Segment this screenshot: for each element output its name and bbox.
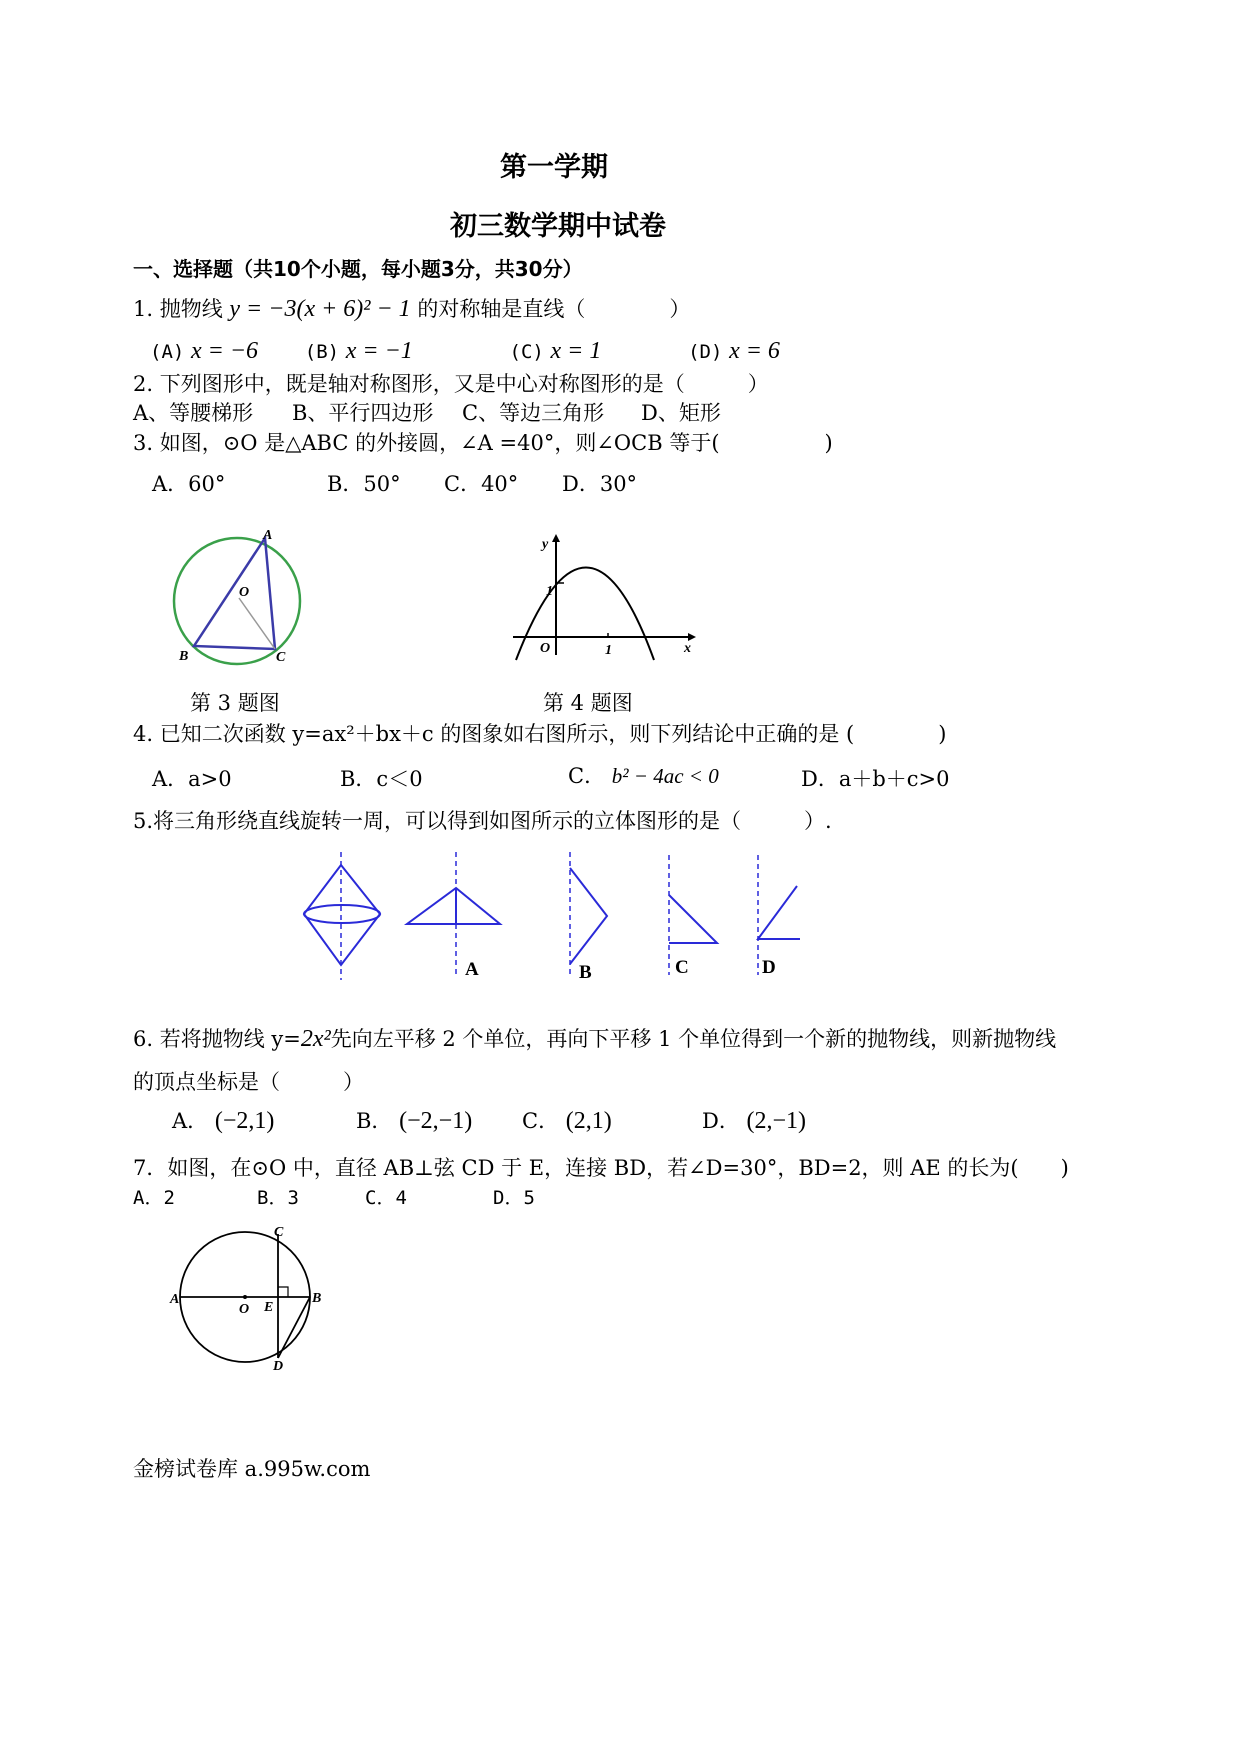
radius-oc <box>239 598 275 649</box>
option-b-shape <box>570 868 607 964</box>
q1-prefix: 1. 抛物线 <box>133 297 223 321</box>
label-option-c: C <box>675 957 689 978</box>
q3-option-a: A．60° <box>152 472 226 496</box>
q6-text-b: 先向左平移 2 个单位，再向下平移 1 个单位得到一个新的抛物线，则新抛物线 <box>330 1027 1057 1051</box>
q6-expression: 2x² <box>300 1026 331 1052</box>
q1-option-c: x = 1 <box>550 338 602 364</box>
question-6-line2: 的顶点坐标是（ ） <box>133 1070 364 1094</box>
x-tick-label: 1 <box>605 643 612 658</box>
option-a-triangle <box>407 888 500 924</box>
section-heading: 一、选择题（共10个小题，每小题3分，共30分） <box>133 257 583 281</box>
option-d-shape <box>758 886 800 939</box>
q6-option-a <box>172 1105 274 1135</box>
q1-option-a-label: (A) <box>150 341 185 363</box>
figure-3-circle-triangle <box>165 525 325 675</box>
q1-option-a: x = −6 <box>191 338 259 364</box>
q1-option-b-label: (B) <box>304 341 340 363</box>
q4-option-c-expr: b² − 4ac < 0 <box>611 764 719 788</box>
q7-option-b: B．3 <box>257 1187 299 1209</box>
label-e: E <box>264 1300 274 1315</box>
q1-option-b: x = −1 <box>345 338 413 364</box>
q2-option-a: A、等腰梯形 <box>133 401 254 425</box>
q6-option-a-label: A． <box>172 1109 209 1133</box>
label-option-d: D <box>762 957 776 978</box>
x-axis-label: x <box>684 641 691 656</box>
figure-5-solids <box>300 850 820 985</box>
q4-option-d: D．a＋b＋c>0 <box>801 767 950 791</box>
question-4: 4. 已知二次函数 y=ax²＋bx＋c 的图象如右图所示，则下列结论中正确的是 ( ) <box>133 722 947 746</box>
label-b: B <box>179 649 189 664</box>
q7-option-d: D．5 <box>493 1187 535 1209</box>
q3-option-b: B．50° <box>327 472 401 496</box>
figure-4-caption: 第 4 题图 <box>543 691 633 715</box>
q6-option-d <box>702 1105 806 1135</box>
double-cone <box>304 865 380 965</box>
exam-title: 初三数学期中试卷 <box>450 211 666 242</box>
figure-4-parabola-graph <box>508 530 708 665</box>
segment-bd <box>278 1297 310 1358</box>
q7-option-a: A．2 <box>133 1187 175 1209</box>
q6-text-a: 6. 若将抛物线 y= <box>133 1027 301 1051</box>
x-axis-arrow <box>688 633 696 641</box>
label-c: C <box>276 650 286 665</box>
label-d: D <box>273 1359 284 1374</box>
q6-option-a-value: (−2,1) <box>214 1108 275 1134</box>
question-1 <box>133 293 690 323</box>
q3-option-d: D．30° <box>562 472 638 496</box>
question-2: 2. 下列图形中，既是轴对称图形，又是中心对称图形的是（ ） <box>133 372 769 396</box>
q6-option-c <box>522 1105 612 1135</box>
figure-7-circle <box>165 1220 335 1380</box>
q4-option-b: B．c＜0 <box>340 767 423 791</box>
q6-option-c-value: (2,1) <box>565 1108 612 1134</box>
q3-option-c: C．40° <box>444 472 519 496</box>
footer-source: 金榜试卷库 a.995w.com <box>133 1457 371 1481</box>
figure-3-caption: 第 3 题图 <box>190 691 280 715</box>
q2-option-d: D、矩形 <box>641 401 721 425</box>
cone-base-ellipse <box>304 905 380 923</box>
y-axis-label: y <box>542 537 549 552</box>
label-o: O <box>239 1302 250 1317</box>
q6-option-c-label: C． <box>522 1109 560 1133</box>
option-c-shape <box>669 895 717 943</box>
q4-option-c-label: C． <box>568 764 606 788</box>
label-option-b: B <box>579 962 592 983</box>
q2-option-b: B、平行四边形 <box>292 401 434 425</box>
q2-option-c: C、等边三角形 <box>462 401 605 425</box>
question-3: 3. 如图，⊙O 是△ABC 的外接圆，∠A =40°，则∠OCB 等于( ) <box>133 431 833 455</box>
origin-label: O <box>540 641 551 656</box>
q1-expression: y = −3(x + 6)² − 1 <box>229 296 411 322</box>
label-c: C <box>274 1225 284 1240</box>
q6-option-b <box>356 1105 472 1135</box>
page-title: 第一学期 <box>500 152 608 183</box>
label-option-a: A <box>465 959 479 980</box>
right-angle-mark <box>278 1287 288 1297</box>
q1-options <box>150 338 780 365</box>
circumcircle <box>174 538 300 664</box>
question-7: 7．如图，在⊙O 中，直径 AB⊥弦 CD 于 E，连接 BD，若∠D=30°，BD=2，则 AE 的长为( ) <box>133 1156 1069 1180</box>
q6-option-d-label: D． <box>702 1109 740 1133</box>
center-dot <box>243 1295 247 1299</box>
q4-option-c <box>568 760 719 790</box>
q6-option-b-value: (−2,−1) <box>399 1108 473 1134</box>
q4-option-a: A．a>0 <box>152 767 232 791</box>
y-tick-label: 1 <box>546 584 553 599</box>
q1-suffix: 的对称轴是直线（ ） <box>417 297 691 321</box>
label-a: A <box>170 1292 180 1307</box>
y-axis-arrow <box>552 534 560 542</box>
question-6 <box>133 1023 1056 1053</box>
question-5: 5.将三角形绕直线旋转一周，可以得到如图所示的立体图形的是（ ）. <box>133 809 832 833</box>
parabola-curve <box>516 568 654 661</box>
label-b: B <box>312 1291 322 1306</box>
label-a: A <box>263 528 273 543</box>
q6-option-d-value: (2,−1) <box>746 1108 807 1134</box>
q1-option-c-label: (C) <box>509 341 544 363</box>
q6-option-b-label: B． <box>356 1109 393 1133</box>
q1-option-d-label: (D) <box>688 341 723 363</box>
label-o: O <box>239 585 250 600</box>
q7-option-c: C．4 <box>365 1187 407 1209</box>
q1-option-d: x = 6 <box>729 338 780 364</box>
